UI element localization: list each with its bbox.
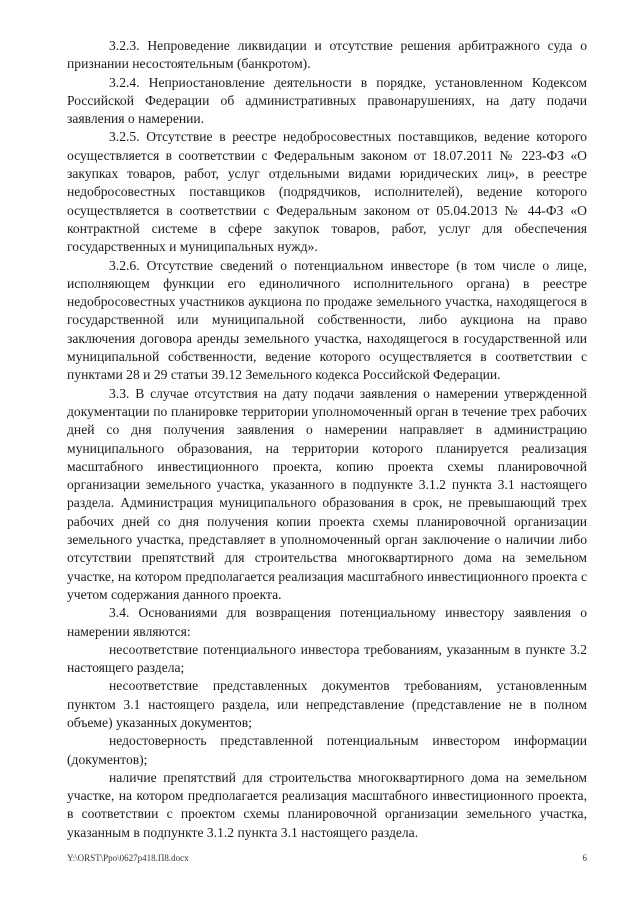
paragraph-3-2-4: 3.2.4. Неприостановление деятельности в порядке, установленном Кодексом Российской Федерации об административных правонарушениях, на дату подачи заявления о намерении. [67,74,587,127]
footer-file-path: Y:\ORST\Ppo\0627p418.П8.docx [67,853,189,863]
paragraph-ground-4: наличие препятствий для строительства многоквартирного дома на земельном участке, на котором предполагается реализация масштабного инвестиционного проекта, в соответствии с проектом схемы планировочной организации земельного участка, указанным в подпункте 3.1.2 пункта 3.1 настоящего раздела. [67,769,587,840]
paragraph-ground-2: несоответствие представленных документов требованиям, установленным пунктом 3.1 настоящего раздела, или непредставление (представление не в полном объеме) указанных документов; [67,678,587,730]
paragraph-3-3: 3.3. В случае отсутствия на дату подачи заявления о намерении утвержденной документации по планировке территории уполномоченный орган в течение трех рабочих дней со дня получения заявления о намерении направляет в администрацию муниципального образования, на территории которого планируется реализация масштабного инвестиционного проекта, копию проекта схемы планировочной организации земельного участка, указанного в подпункте 3.1.2 пункта 3.1 настоящего раздела. Администрация муниципального образования в срок, не превышающий трех рабочих дней со дня получения копии проекта схемы планировочной организации земельного участка, представляет в уполномоченный орган заключение о наличии либо отсутствии препятствий для строительства многоквартирного дома на земельном участке, на котором предполагается реализация масштабного инвестиционного проекта с учетом содержания данного проекта. [67,385,587,602]
paragraph-3-2-6: 3.2.6. Отсутствие сведений о потенциальном инвесторе (в том числе о лице, исполняющем функции его единоличного исполнительного органа) в реестре недобросовестных участников аукциона по продаже земельного участка, находящегося в государственной или муниципальной собственности, либо аукциона на право заключения договора аренды земельного участка, находящегося в государственной или муниципальной собственности, ведение которого осуществляется в соответствии с пунктами 28 и 29 статьи 39.12 Земельного кодекса Российской Федерации. [67,257,587,383]
paragraph-3-2-3: 3.2.3. Непроведение ликвидации и отсутствие решения арбитражного суда о признании несостоятельным (банкротом). [67,38,587,72]
paragraph-ground-3: недостоверность представленной потенциальным инвестором информации (документов); [67,733,587,767]
document-page [67,37,587,842]
paragraph-3-2-5: 3.2.5. Отсутствие в реестре недобросовестных поставщиков, ведение которого осуществляется в соответствии с Федеральным законом от 18.07.2011 № 223-ФЗ «О закупках товаров, работ, услуг отдельными видами юридических лиц», в реестре недобросовестных поставщиков (подрядчиков, исполнителей), ведение которого осуществляется в соответствии с Федеральным законом от 05.04.2013 № 44-ФЗ «О контрактной системе в сфере закупок товаров, работ, услуг для обеспечения государственных и муниципальных нужд». [67,129,587,255]
footer-page-number: 6 [582,853,587,863]
paragraph-3-4: 3.4. Основаниями для возвращения потенциальному инвестору заявления о намерении являются: [67,605,587,639]
paragraph-ground-1: несоответствие потенциального инвестора требованиям, указанным в пункте 3.2 настоящего раздела; [67,641,587,676]
